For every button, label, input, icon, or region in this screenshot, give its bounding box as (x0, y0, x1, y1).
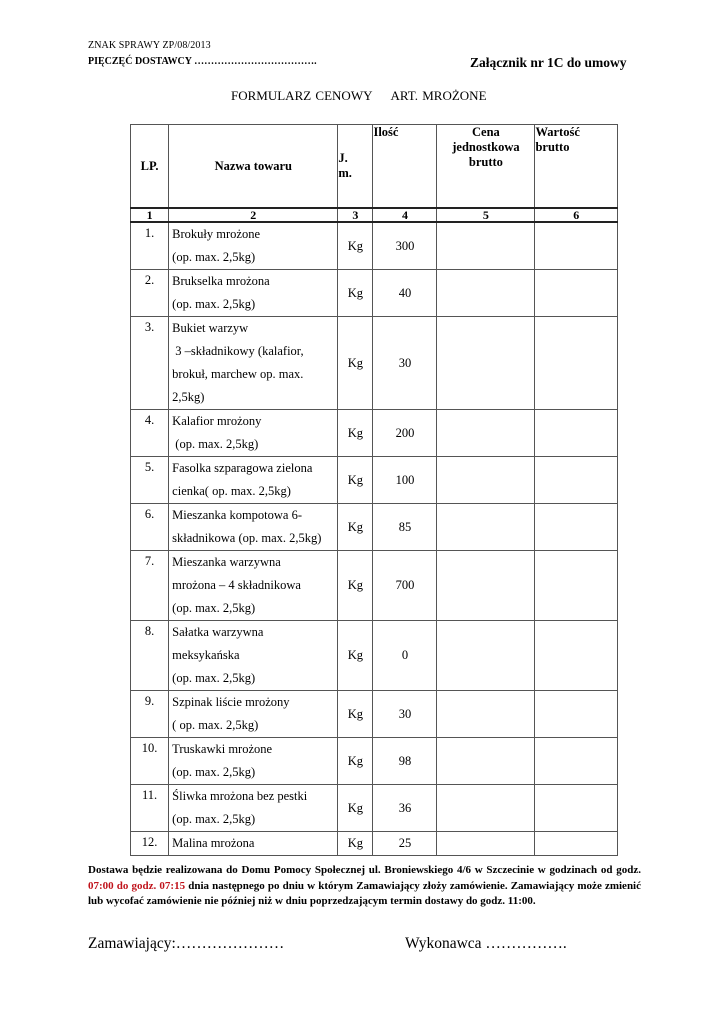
header-price-l1: Cena (472, 125, 500, 139)
column-number-row (131, 208, 618, 222)
row-unit: Kg (338, 222, 373, 270)
header-value-l1: Wartość (535, 125, 580, 139)
row-unit-price-cell[interactable] (437, 317, 535, 410)
table-body (131, 222, 618, 856)
product-name-line: (op. max. 2,5kg) (172, 765, 256, 779)
row-product-name (169, 785, 338, 832)
row-lp: 9. (131, 691, 169, 738)
col-number: 6 (535, 208, 618, 222)
row-value-cell[interactable] (535, 691, 618, 738)
header-price-l2: jednostkowa (452, 140, 520, 154)
row-value-cell[interactable] (535, 222, 618, 270)
product-name-line: Mieszanka kompotowa 6- (172, 508, 302, 522)
row-quantity: 700 (373, 551, 437, 621)
row-unit-price-cell[interactable] (437, 785, 535, 832)
table-row (131, 410, 618, 457)
row-unit: Kg (338, 738, 373, 785)
row-value-cell[interactable] (535, 621, 618, 691)
row-unit: Kg (338, 785, 373, 832)
header-name: Nazwa towaru (169, 125, 338, 209)
product-name-line: (op. max. 2,5kg) (172, 601, 256, 615)
row-product-name (169, 832, 338, 856)
row-unit: Kg (338, 504, 373, 551)
row-value-cell[interactable] (535, 317, 618, 410)
row-unit-price-cell[interactable] (437, 504, 535, 551)
row-unit: Kg (338, 410, 373, 457)
header-unit-l1: J. (338, 151, 348, 165)
row-quantity: 85 (373, 504, 437, 551)
header-lp: LP. (131, 125, 169, 209)
row-value-cell[interactable] (535, 457, 618, 504)
product-name-line: (op. max. 2,5kg) (172, 671, 256, 685)
row-product-name (169, 504, 338, 551)
row-quantity: 30 (373, 317, 437, 410)
row-quantity: 25 (373, 832, 437, 856)
table-row (131, 504, 618, 551)
row-lp: 7. (131, 551, 169, 621)
row-unit: Kg (338, 457, 373, 504)
row-unit-price-cell[interactable] (437, 222, 535, 270)
row-lp: 4. (131, 410, 169, 457)
row-quantity: 0 (373, 621, 437, 691)
table-row (131, 785, 618, 832)
row-lp: 6. (131, 504, 169, 551)
note-delivery-time: 07:00 do godz. 07:15 (88, 879, 186, 892)
row-quantity: 98 (373, 738, 437, 785)
table-row (131, 270, 618, 317)
table-row (131, 222, 618, 270)
table-row (131, 832, 618, 856)
signature-contractor: Wykonawca ……………. (405, 935, 567, 952)
header-quantity: Ilość (373, 125, 437, 209)
header-unit (338, 125, 373, 209)
product-name-line: Bukiet warzyw (172, 321, 249, 335)
header-value-l2: brutto (535, 140, 570, 154)
delivery-note (88, 863, 641, 910)
row-value-cell[interactable] (535, 504, 618, 551)
form-title-main: FORMULARZ CENOWY (231, 88, 373, 103)
row-unit-price-cell[interactable] (437, 738, 535, 785)
product-name-line: Szpinak liście mrożony (172, 695, 290, 709)
row-product-name (169, 222, 338, 270)
supplier-stamp-field: PIĘCZĘĆ DOSTAWCY ………………………………. (88, 56, 317, 67)
header-unit-l2: m. (338, 166, 352, 180)
case-number: ZNAK SPRAWY ZP/08/2013 (88, 40, 211, 51)
row-value-cell[interactable] (535, 410, 618, 457)
row-value-cell[interactable] (535, 551, 618, 621)
row-lp: 11. (131, 785, 169, 832)
row-quantity: 200 (373, 410, 437, 457)
row-value-cell[interactable] (535, 785, 618, 832)
product-name-line: 2,5kg) (172, 390, 205, 404)
product-name-line: brokuł, marchew op. max. (172, 367, 304, 381)
col-number: 2 (169, 208, 338, 222)
row-unit: Kg (338, 317, 373, 410)
product-name-line: (op. max. 2,5kg) (172, 437, 259, 451)
col-number: 3 (338, 208, 373, 222)
table-row (131, 691, 618, 738)
note-text-2: dnia następnego po dniu w którym Zamawiający złoży zamówienie. Zamawiający może zmienić lub wycofać zamówienie nie później niż w dniu poprzedzającym termin dostawy do godz. 11:00. (88, 879, 641, 907)
header-value (535, 125, 618, 209)
row-quantity: 40 (373, 270, 437, 317)
product-name-line: Brukselka mrożona (172, 274, 270, 288)
row-unit: Kg (338, 551, 373, 621)
product-name-line: składnikowa (op. max. 2,5kg) (172, 531, 322, 545)
note-text-1: Dostawa będzie realizowana do Domu Pomocy Społecznej ul. Broniewskiego 4/6 w Szczecinie w godzinach od godz. (88, 864, 641, 876)
table-row (131, 738, 618, 785)
product-name-line: Mieszanka warzywna (172, 555, 281, 569)
table-row (131, 551, 618, 621)
row-product-name (169, 317, 338, 410)
form-title (231, 88, 487, 104)
product-name-line: (op. max. 2,5kg) (172, 250, 256, 264)
header-price-l3: brutto (468, 155, 503, 169)
row-lp: 5. (131, 457, 169, 504)
row-unit-price-cell[interactable] (437, 457, 535, 504)
product-name-line: mrożona – 4 składnikowa (172, 578, 301, 592)
row-lp: 10. (131, 738, 169, 785)
product-name-line: Fasolka szparagowa zielona (172, 461, 313, 475)
row-lp: 12. (131, 832, 169, 856)
product-name-line: meksykańska (172, 648, 240, 662)
row-product-name (169, 738, 338, 785)
row-unit-price-cell[interactable] (437, 832, 535, 856)
row-product-name (169, 457, 338, 504)
row-product-name (169, 410, 338, 457)
product-name-line: (op. max. 2,5kg) (172, 297, 256, 311)
row-lp: 2. (131, 270, 169, 317)
row-lp: 3. (131, 317, 169, 410)
col-number: 5 (437, 208, 535, 222)
row-lp: 8. (131, 621, 169, 691)
row-unit-price-cell[interactable] (437, 551, 535, 621)
signature-orderer: Zamawiający:………………… (88, 935, 285, 952)
row-quantity: 100 (373, 457, 437, 504)
row-unit-price-cell[interactable] (437, 410, 535, 457)
col-number: 1 (131, 208, 169, 222)
product-name-line: Brokuły mrożone (172, 227, 261, 241)
table-row (131, 317, 618, 410)
row-value-cell[interactable] (535, 832, 618, 856)
product-name-line: Śliwka mrożona bez pestki (172, 789, 308, 803)
row-product-name (169, 621, 338, 691)
product-name-line: (op. max. 2,5kg) (172, 812, 256, 826)
row-quantity: 300 (373, 222, 437, 270)
row-value-cell[interactable] (535, 738, 618, 785)
row-unit: Kg (338, 270, 373, 317)
row-unit: Kg (338, 832, 373, 856)
product-name-line: Kalafior mrożony (172, 414, 262, 428)
form-title-category: ART. MROŻONE (390, 88, 487, 103)
table-row (131, 457, 618, 504)
row-unit: Kg (338, 691, 373, 738)
row-product-name (169, 270, 338, 317)
product-name-line: Truskawki mrożone (172, 742, 273, 756)
col-number: 4 (373, 208, 437, 222)
table-row (131, 621, 618, 691)
product-name-line: ( op. max. 2,5kg) (172, 718, 259, 732)
product-name-line: Sałatka warzywna (172, 625, 264, 639)
attachment-label: Załącznik nr 1C do umowy (470, 55, 627, 70)
row-product-name (169, 691, 338, 738)
row-unit: Kg (338, 621, 373, 691)
product-name-line: 3 –składnikowy (kalafior, (172, 344, 304, 358)
price-table (130, 124, 618, 856)
header-unit-price (437, 125, 535, 209)
row-unit-price-cell[interactable] (437, 691, 535, 738)
row-quantity: 36 (373, 785, 437, 832)
table-header-row (131, 125, 618, 209)
row-unit-price-cell[interactable] (437, 621, 535, 691)
row-product-name (169, 551, 338, 621)
row-quantity: 30 (373, 691, 437, 738)
row-lp: 1. (131, 222, 169, 270)
product-name-line: Malina mrożona (172, 836, 255, 850)
product-name-line: cienka( op. max. 2,5kg) (172, 484, 291, 498)
row-value-cell[interactable] (535, 270, 618, 317)
row-unit-price-cell[interactable] (437, 270, 535, 317)
